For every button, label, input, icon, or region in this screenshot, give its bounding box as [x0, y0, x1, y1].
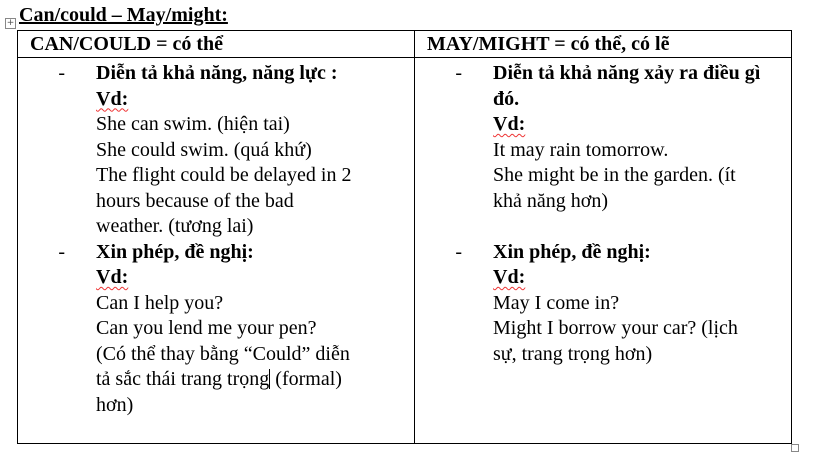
comparison-table: [17, 30, 792, 444]
example: She could swim. (quá khứ): [96, 138, 312, 161]
list-item: [18, 240, 414, 419]
cell-can-could[interactable]: [18, 58, 415, 444]
header-may-might: MAY/MIGHT = có thể, có lẽ: [415, 31, 792, 58]
example: It may rain tomorrow.: [493, 138, 669, 161]
example: She might be in the garden. (ít: [493, 164, 736, 186]
example: Might I borrow your car? (lịch: [493, 317, 738, 339]
item-heading: Xin phép, đề nghị:: [493, 240, 651, 263]
list-item: [415, 61, 791, 240]
item-heading: đó.: [493, 87, 520, 110]
example: The flight could be delayed in 2: [96, 164, 352, 186]
bullet-dash: -: [455, 240, 462, 263]
table-resize-handle-icon[interactable]: [791, 444, 799, 452]
example: hours because of the bad: [96, 189, 294, 212]
list-item: [18, 61, 414, 240]
vd-label: Vd:: [493, 266, 526, 288]
list-item: [415, 240, 791, 368]
section-title: Can/could – May/might:: [19, 4, 228, 26]
vd-label: Vd:: [96, 266, 129, 288]
example: sự, trang trọng hơn): [493, 342, 653, 365]
item-heading: Xin phép, đề nghị:: [96, 240, 254, 263]
bullet-dash: -: [58, 240, 65, 263]
example: She can swim. (hiện tai): [96, 113, 290, 135]
table-move-handle-icon[interactable]: +: [6, 18, 15, 28]
example: (formal): [270, 368, 342, 390]
example: hơn): [96, 393, 134, 416]
example: (Có thể thay bằng “Could” diễn: [96, 342, 350, 365]
bullet-dash: -: [58, 62, 65, 84]
item-heading: Diễn tả khả năng xảy ra điều gì: [493, 62, 761, 84]
item-heading: Diễn tả khả năng, năng lực :: [96, 62, 338, 84]
header-can-could: CAN/COULD = có thể: [18, 31, 415, 58]
example: khả năng hơn): [493, 189, 608, 212]
example: tả sắc thái trang trọng: [96, 368, 270, 390]
vd-label: Vd:: [96, 87, 129, 110]
example: Can you lend me your pen?: [96, 317, 317, 339]
bullet-dash: -: [455, 62, 462, 84]
example: May I come in?: [493, 291, 620, 314]
example: weather. (tương lai): [96, 215, 254, 237]
example: Can I help you?: [96, 291, 224, 314]
cell-may-might[interactable]: [415, 58, 792, 444]
vd-label: Vd:: [493, 113, 526, 135]
